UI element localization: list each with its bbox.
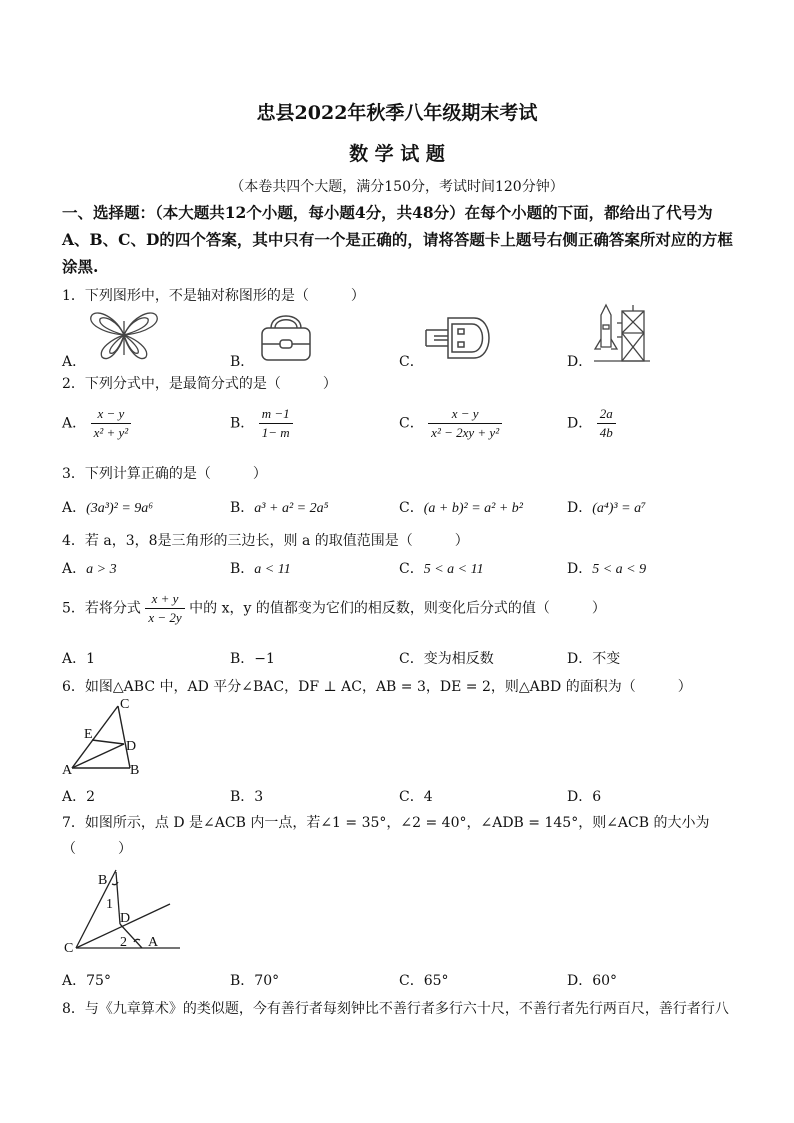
point-label-a: A [148,935,159,950]
option-letter: D． [567,789,593,805]
vertex-label-a: A [62,763,73,778]
q1-option-b-label: B． [230,354,255,370]
option-text: a > 3 [86,562,117,577]
option-letter: C． [399,789,424,805]
option-text: (3a³)² = 9a⁶ [86,501,154,516]
option-text: 3 [254,789,264,805]
option-text: 70° [254,973,280,989]
option-letter: B． [230,973,255,989]
option-text: −1 [254,651,275,667]
denominator: x − 2y [148,610,182,625]
option-letter: A． [62,561,87,577]
q2-option-c [399,406,502,441]
q3-option-d [567,497,646,517]
q6-option-b [230,786,263,806]
option-letter: D． [567,500,593,516]
question-2-stem: 2．下列分式中，是最简分式的是（ ） [62,376,337,392]
option-letter: D． [567,415,593,432]
option-text: (a + b)² = a² + b² [423,501,523,516]
option-letter: D． [567,561,593,577]
option-letter: A． [62,415,87,432]
point-label-d: D [120,911,131,926]
q4-option-b [230,558,291,578]
option-text: 75° [86,973,111,989]
option-letter: A． [62,500,87,516]
option-text: a < 11 [254,562,291,577]
fraction [91,406,132,441]
question-7-paren: （ ） [62,841,132,857]
q1-option-c-label: C． [399,354,424,370]
question-4-stem: 4．若 a，3，8是三角形的三边长，则 a 的取值范围是（ ） [62,533,469,549]
point-label-d: D [126,739,137,754]
option-text: a³ + a² = 2a⁵ [254,501,329,516]
option-text: 65° [423,973,449,989]
option-text: 5 < a < 11 [423,562,484,577]
q7-option-c [399,970,449,990]
q6-option-d [567,786,601,806]
q6-option-c [399,786,433,806]
numerator: x − y [428,406,502,424]
numerator: x − y [91,406,132,424]
option-text: 1 [86,651,96,667]
option-text: 不变 [592,651,621,667]
exam-note: （本卷共四个大题，满分150分，考试时间120分钟） [230,179,564,195]
section-instructions: 一、选择题：（本大题共12个小题，每小题4分，共48分）在每个小题的下面，都给出了代号为A、B、C、D的四个答案，其中只有一个是正确的，请将答题卡上题号右侧正确答案所对应的方框涂黑. [62,203,733,276]
option-text: (a⁴)³ = a⁷ [592,501,646,516]
point-label-b: B [98,873,108,888]
rocket-tower-icon [592,303,654,363]
q2-option-b [230,406,293,441]
q7-angle-figure [62,864,184,956]
fraction [145,591,184,626]
numerator: x + y [145,591,184,609]
question-6-stem: 6．如图△ABC 中，AD 平分∠BAC，DF ⊥ AC，AB = 3，DE = 2，则△ABD 的面积为（ ） [62,679,692,695]
fraction [597,406,616,441]
question-3-stem: 3．下列计算正确的是（ ） [62,466,267,482]
option-letter: C． [399,500,424,516]
option-letter: B． [230,561,255,577]
option-letter: B． [230,500,255,516]
angle-label-2: 2 [120,935,127,950]
q3-option-a [62,497,153,517]
q7-option-b [230,970,279,990]
vertex-label-c: C [120,697,130,712]
handbag-icon [257,306,315,364]
q5-option-c [399,648,494,668]
option-letter: D． [567,651,593,667]
option-letter: C． [399,973,424,989]
option-text: 6 [592,789,602,805]
question-7-stem: 7．如图所示，点 D 是∠ACB 内一点，若∠1 = 35°，∠2 = 40°，∠ADB = 145°，则∠ACB 的大小为 [62,815,710,831]
exam-title: 忠县2022年秋季八年级期末考试 [256,102,538,124]
angle-label-1: 1 [106,897,113,912]
option-letter: A． [62,651,87,667]
question-5-stem [62,591,606,626]
q6-triangle-figure [62,696,152,780]
stem-suffix: 中的 x，y 的值都变为它们的相反数，则变化后分式的值（ ） [189,600,606,617]
question-1-stem: 1．下列图形中，不是轴对称图形的是（ ） [62,288,365,304]
option-text: 4 [423,789,433,805]
q2-option-a [62,406,131,441]
q1-option-d-label: D． [567,354,593,370]
fraction [428,406,502,441]
fraction [259,406,293,441]
option-letter: B． [230,415,255,432]
option-letter: C． [399,415,424,432]
option-text: 变为相反数 [423,651,494,667]
usb-plug-icon [424,314,496,362]
q4-option-d [567,558,646,578]
option-text: 60° [592,973,618,989]
subject-title: 数 学 试 题 [349,143,445,165]
q6-option-a [62,786,95,806]
q7-option-d [567,970,617,990]
q1-option-a-label: A． [62,354,87,370]
vertex-label-c: C [64,941,74,956]
option-letter: B． [230,789,255,805]
denominator: 4b [599,425,613,440]
option-letter: C． [399,561,424,577]
q5-option-b [230,648,275,668]
stem-prefix: 5．若将分式 [62,600,141,617]
q5-option-a [62,648,95,668]
q3-option-b [230,497,328,517]
q3-option-c [399,497,523,517]
q4-option-c [399,558,484,578]
option-text: 2 [86,789,96,805]
option-letter: C． [399,651,424,667]
butterfly-icon [88,307,160,365]
q7-option-a [62,970,111,990]
denominator: x² + y² [93,425,129,440]
vertex-label-b: B [130,763,140,778]
denominator: x² − 2xy + y² [431,425,500,440]
denominator: 1− m [261,425,290,440]
q5-option-d [567,648,620,668]
option-letter: B． [230,651,255,667]
option-text: 5 < a < 9 [592,562,647,577]
option-letter: D． [567,973,593,989]
option-letter: A． [62,789,87,805]
numerator: 2a [597,406,616,424]
q4-option-a [62,558,117,578]
question-8-stem: 8．与《九章算术》的类似题，今有善行者每刻钟比不善行者多行六十尺，不善行者先行两百尺，善行者行八 [62,1001,729,1017]
point-label-e: E [84,727,93,742]
option-letter: A． [62,973,87,989]
numerator: m −1 [259,406,293,424]
q2-option-d [567,406,616,441]
